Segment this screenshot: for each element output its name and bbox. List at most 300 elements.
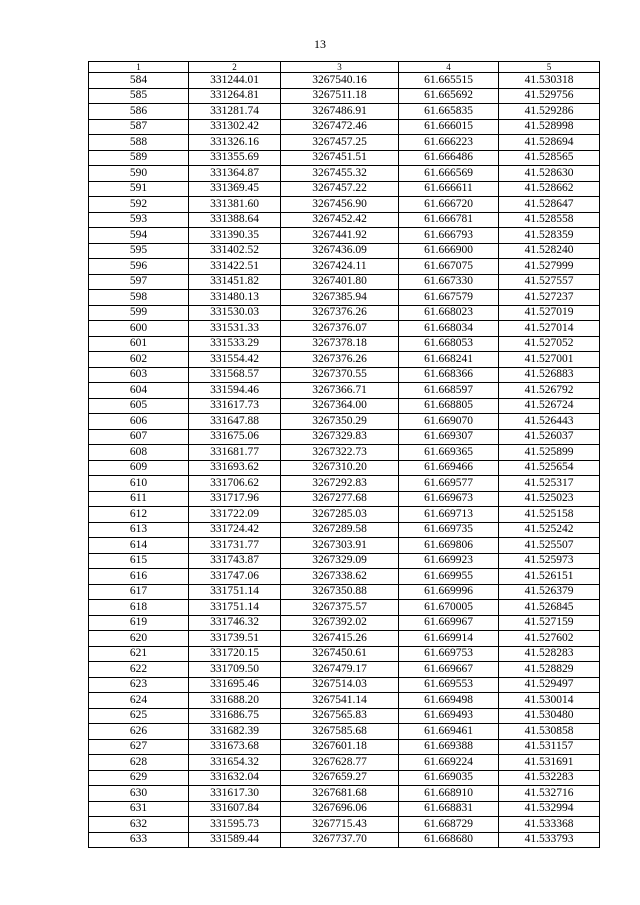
coordinates-table bbox=[88, 61, 600, 848]
table-cell: 331595.73 bbox=[189, 817, 281, 833]
table-cell: 41.531691 bbox=[499, 755, 600, 771]
table-cell: 61.669806 bbox=[399, 538, 499, 554]
table-row bbox=[89, 119, 600, 135]
table-cell: 331688.20 bbox=[189, 693, 281, 709]
table-row bbox=[89, 817, 600, 833]
table-cell: 61.665692 bbox=[399, 88, 499, 104]
table-cell: 61.668831 bbox=[399, 801, 499, 817]
table-cell: 331724.42 bbox=[189, 522, 281, 538]
table-cell: 588 bbox=[89, 135, 189, 151]
table-cell: 61.669498 bbox=[399, 693, 499, 709]
table-cell: 41.525973 bbox=[499, 553, 600, 569]
table-cell: 61.666720 bbox=[399, 197, 499, 213]
table-cell: 614 bbox=[89, 538, 189, 554]
table-cell: 331720.15 bbox=[189, 646, 281, 662]
table-cell: 61.666793 bbox=[399, 228, 499, 244]
table-cell: 3267436.09 bbox=[281, 243, 399, 259]
table-cell: 61.668910 bbox=[399, 786, 499, 802]
table-cell: 587 bbox=[89, 119, 189, 135]
table-cell: 3267310.20 bbox=[281, 460, 399, 476]
table-row bbox=[89, 104, 600, 120]
table-cell: 61.669461 bbox=[399, 724, 499, 740]
table-row bbox=[89, 507, 600, 523]
table-cell: 331617.73 bbox=[189, 398, 281, 414]
table-cell: 41.525242 bbox=[499, 522, 600, 538]
table-row bbox=[89, 724, 600, 740]
table-cell: 3267375.57 bbox=[281, 600, 399, 616]
table-row bbox=[89, 305, 600, 321]
table-cell: 3267329.83 bbox=[281, 429, 399, 445]
table-cell: 3267376.26 bbox=[281, 352, 399, 368]
table-cell: 331647.88 bbox=[189, 414, 281, 430]
table-cell: 41.528240 bbox=[499, 243, 600, 259]
table-cell: 41.526883 bbox=[499, 367, 600, 383]
table-cell: 626 bbox=[89, 724, 189, 740]
table-cell: 331364.87 bbox=[189, 166, 281, 182]
table-cell: 331654.32 bbox=[189, 755, 281, 771]
table-cell: 61.668729 bbox=[399, 817, 499, 833]
table-cell: 41.532716 bbox=[499, 786, 600, 802]
table-cell: 331390.35 bbox=[189, 228, 281, 244]
table-cell: 3267385.94 bbox=[281, 290, 399, 306]
table-cell: 331369.45 bbox=[189, 181, 281, 197]
table-cell: 331695.46 bbox=[189, 677, 281, 693]
table-cell: 331682.39 bbox=[189, 724, 281, 740]
table-cell: 41.527001 bbox=[499, 352, 600, 368]
table-cell: 615 bbox=[89, 553, 189, 569]
table-cell: 331673.68 bbox=[189, 739, 281, 755]
table-cell: 633 bbox=[89, 832, 189, 848]
table-cell: 3267659.27 bbox=[281, 770, 399, 786]
table-cell: 61.670005 bbox=[399, 600, 499, 616]
table-cell: 41.526379 bbox=[499, 584, 600, 600]
table-row bbox=[89, 73, 600, 89]
table-cell: 41.527014 bbox=[499, 321, 600, 337]
table-cell: 41.530014 bbox=[499, 693, 600, 709]
table-cell: 331693.62 bbox=[189, 460, 281, 476]
table-cell: 613 bbox=[89, 522, 189, 538]
page-number: 13 bbox=[314, 37, 326, 51]
table-row bbox=[89, 181, 600, 197]
column-header: 5 bbox=[499, 62, 600, 73]
table-cell: 628 bbox=[89, 755, 189, 771]
table-cell: 41.526792 bbox=[499, 383, 600, 399]
table-cell: 41.527237 bbox=[499, 290, 600, 306]
table-cell: 331617.30 bbox=[189, 786, 281, 802]
table-cell: 3267450.61 bbox=[281, 646, 399, 662]
table-cell: 61.666223 bbox=[399, 135, 499, 151]
table-row bbox=[89, 150, 600, 166]
table-cell: 61.667330 bbox=[399, 274, 499, 290]
table-cell: 603 bbox=[89, 367, 189, 383]
table-row bbox=[89, 631, 600, 647]
table-row bbox=[89, 770, 600, 786]
table-row bbox=[89, 708, 600, 724]
table-row bbox=[89, 662, 600, 678]
table-cell: 61.668805 bbox=[399, 398, 499, 414]
table-cell: 41.529756 bbox=[499, 88, 600, 104]
table-cell: 331594.46 bbox=[189, 383, 281, 399]
table-cell: 61.668597 bbox=[399, 383, 499, 399]
table-cell: 595 bbox=[89, 243, 189, 259]
table-cell: 584 bbox=[89, 73, 189, 89]
table-cell: 61.666611 bbox=[399, 181, 499, 197]
table-cell: 41.527019 bbox=[499, 305, 600, 321]
table-cell: 3267452.42 bbox=[281, 212, 399, 228]
table-row bbox=[89, 336, 600, 352]
table-cell: 61.669553 bbox=[399, 677, 499, 693]
table-cell: 61.668053 bbox=[399, 336, 499, 352]
table-cell: 331706.62 bbox=[189, 476, 281, 492]
table-cell: 602 bbox=[89, 352, 189, 368]
table-row bbox=[89, 321, 600, 337]
table-row bbox=[89, 398, 600, 414]
table-row bbox=[89, 212, 600, 228]
table-cell: 331751.14 bbox=[189, 584, 281, 600]
table-cell: 331355.69 bbox=[189, 150, 281, 166]
table-cell: 331589.44 bbox=[189, 832, 281, 848]
table-cell: 61.665515 bbox=[399, 73, 499, 89]
table-cell: 41.528359 bbox=[499, 228, 600, 244]
table-cell: 41.526037 bbox=[499, 429, 600, 445]
table-cell: 3267455.32 bbox=[281, 166, 399, 182]
table-cell: 612 bbox=[89, 507, 189, 523]
table-cell: 61.666015 bbox=[399, 119, 499, 135]
table-cell: 3267540.16 bbox=[281, 73, 399, 89]
table-row bbox=[89, 352, 600, 368]
table-cell: 3267424.11 bbox=[281, 259, 399, 275]
table-cell: 621 bbox=[89, 646, 189, 662]
table-cell: 61.669914 bbox=[399, 631, 499, 647]
table-cell: 331686.75 bbox=[189, 708, 281, 724]
table-cell: 3267451.51 bbox=[281, 150, 399, 166]
table-row bbox=[89, 460, 600, 476]
table-cell: 61.666900 bbox=[399, 243, 499, 259]
table-cell: 3267376.26 bbox=[281, 305, 399, 321]
table-cell: 41.525023 bbox=[499, 491, 600, 507]
table-cell: 331422.51 bbox=[189, 259, 281, 275]
table-cell: 61.669035 bbox=[399, 770, 499, 786]
table-cell: 41.528647 bbox=[499, 197, 600, 213]
table-cell: 331632.04 bbox=[189, 770, 281, 786]
table-cell: 41.532994 bbox=[499, 801, 600, 817]
table-cell: 41.530318 bbox=[499, 73, 600, 89]
table-cell: 3267350.88 bbox=[281, 584, 399, 600]
table-cell: 61.669224 bbox=[399, 755, 499, 771]
table-cell: 3267392.02 bbox=[281, 615, 399, 631]
table-cell: 616 bbox=[89, 569, 189, 585]
table-cell: 629 bbox=[89, 770, 189, 786]
table-cell: 600 bbox=[89, 321, 189, 337]
table-cell: 41.527557 bbox=[499, 274, 600, 290]
table-cell: 331402.52 bbox=[189, 243, 281, 259]
table-row bbox=[89, 274, 600, 290]
table-cell: 41.529286 bbox=[499, 104, 600, 120]
table-cell: 61.668366 bbox=[399, 367, 499, 383]
table-cell: 331722.09 bbox=[189, 507, 281, 523]
table-cell: 331731.77 bbox=[189, 538, 281, 554]
table-header-row bbox=[89, 62, 600, 73]
table-cell: 41.528283 bbox=[499, 646, 600, 662]
table-cell: 61.667075 bbox=[399, 259, 499, 275]
table-row bbox=[89, 832, 600, 848]
table-cell: 3267479.17 bbox=[281, 662, 399, 678]
table-row bbox=[89, 476, 600, 492]
table-cell: 607 bbox=[89, 429, 189, 445]
column-header: 3 bbox=[281, 62, 399, 73]
table-cell: 61.669735 bbox=[399, 522, 499, 538]
table-cell: 41.533793 bbox=[499, 832, 600, 848]
table-cell: 598 bbox=[89, 290, 189, 306]
table-cell: 41.528998 bbox=[499, 119, 600, 135]
table-cell: 624 bbox=[89, 693, 189, 709]
table-cell: 3267457.22 bbox=[281, 181, 399, 197]
table-cell: 3267366.71 bbox=[281, 383, 399, 399]
table-row bbox=[89, 228, 600, 244]
table-cell: 41.531157 bbox=[499, 739, 600, 755]
table-cell: 41.533368 bbox=[499, 817, 600, 833]
table-cell: 3267292.83 bbox=[281, 476, 399, 492]
table-cell: 605 bbox=[89, 398, 189, 414]
column-header: 1 bbox=[89, 62, 189, 73]
table-cell: 41.526724 bbox=[499, 398, 600, 414]
table-cell: 331681.77 bbox=[189, 445, 281, 461]
table-row bbox=[89, 553, 600, 569]
table-row bbox=[89, 584, 600, 600]
table-cell: 3267715.43 bbox=[281, 817, 399, 833]
table-cell: 622 bbox=[89, 662, 189, 678]
table-row bbox=[89, 646, 600, 662]
table-cell: 41.527159 bbox=[499, 615, 600, 631]
table-cell: 3267456.90 bbox=[281, 197, 399, 213]
table-row bbox=[89, 259, 600, 275]
table-cell: 61.669070 bbox=[399, 414, 499, 430]
table-row bbox=[89, 290, 600, 306]
table-row bbox=[89, 600, 600, 616]
table-cell: 618 bbox=[89, 600, 189, 616]
table-cell: 61.666569 bbox=[399, 166, 499, 182]
table-cell: 61.669667 bbox=[399, 662, 499, 678]
table-cell: 61.668034 bbox=[399, 321, 499, 337]
table-row bbox=[89, 88, 600, 104]
table-cell: 61.668680 bbox=[399, 832, 499, 848]
table-cell: 592 bbox=[89, 197, 189, 213]
table-cell: 61.669388 bbox=[399, 739, 499, 755]
table-cell: 3267514.03 bbox=[281, 677, 399, 693]
table-cell: 331751.14 bbox=[189, 600, 281, 616]
table-cell: 591 bbox=[89, 181, 189, 197]
table-cell: 331244.01 bbox=[189, 73, 281, 89]
table-cell: 331281.74 bbox=[189, 104, 281, 120]
table-cell: 61.665835 bbox=[399, 104, 499, 120]
table-cell: 3267289.58 bbox=[281, 522, 399, 538]
table-cell: 41.526443 bbox=[499, 414, 600, 430]
table-cell: 61.669996 bbox=[399, 584, 499, 600]
table-cell: 617 bbox=[89, 584, 189, 600]
table-cell: 331709.50 bbox=[189, 662, 281, 678]
table-cell: 596 bbox=[89, 259, 189, 275]
table-row bbox=[89, 445, 600, 461]
table-row bbox=[89, 197, 600, 213]
table-cell: 331607.84 bbox=[189, 801, 281, 817]
table-body bbox=[89, 73, 600, 848]
table-cell: 331739.51 bbox=[189, 631, 281, 647]
table-cell: 41.530480 bbox=[499, 708, 600, 724]
table-cell: 610 bbox=[89, 476, 189, 492]
table-cell: 3267376.07 bbox=[281, 321, 399, 337]
table-cell: 61.669673 bbox=[399, 491, 499, 507]
table-cell: 3267472.46 bbox=[281, 119, 399, 135]
table-cell: 61.667579 bbox=[399, 290, 499, 306]
table-cell: 41.526151 bbox=[499, 569, 600, 585]
column-header: 4 bbox=[399, 62, 499, 73]
table-cell: 61.669493 bbox=[399, 708, 499, 724]
table-cell: 41.528630 bbox=[499, 166, 600, 182]
table-cell: 41.526845 bbox=[499, 600, 600, 616]
table-cell: 3267350.29 bbox=[281, 414, 399, 430]
table-cell: 623 bbox=[89, 677, 189, 693]
table-row bbox=[89, 801, 600, 817]
table-cell: 61.669365 bbox=[399, 445, 499, 461]
table-cell: 3267441.92 bbox=[281, 228, 399, 244]
table-cell: 331568.57 bbox=[189, 367, 281, 383]
table-cell: 61.668241 bbox=[399, 352, 499, 368]
table-cell: 3267511.18 bbox=[281, 88, 399, 104]
table-cell: 589 bbox=[89, 150, 189, 166]
table-cell: 61.669923 bbox=[399, 553, 499, 569]
table-row bbox=[89, 786, 600, 802]
table-cell: 585 bbox=[89, 88, 189, 104]
table-cell: 331326.16 bbox=[189, 135, 281, 151]
table-cell: 331302.42 bbox=[189, 119, 281, 135]
column-header: 2 bbox=[189, 62, 281, 73]
table-cell: 41.525654 bbox=[499, 460, 600, 476]
table-cell: 331747.06 bbox=[189, 569, 281, 585]
table-cell: 61.669753 bbox=[399, 646, 499, 662]
table-cell: 3267378.18 bbox=[281, 336, 399, 352]
table-cell: 601 bbox=[89, 336, 189, 352]
table-cell: 586 bbox=[89, 104, 189, 120]
table-cell: 61.666781 bbox=[399, 212, 499, 228]
table-cell: 61.669307 bbox=[399, 429, 499, 445]
table-cell: 41.525317 bbox=[499, 476, 600, 492]
table-cell: 609 bbox=[89, 460, 189, 476]
table-cell: 594 bbox=[89, 228, 189, 244]
table-row bbox=[89, 414, 600, 430]
table-cell: 41.532283 bbox=[499, 770, 600, 786]
table-cell: 61.666486 bbox=[399, 150, 499, 166]
table-cell: 619 bbox=[89, 615, 189, 631]
table-cell: 590 bbox=[89, 166, 189, 182]
table-cell: 41.527052 bbox=[499, 336, 600, 352]
table-cell: 331264.81 bbox=[189, 88, 281, 104]
table-row bbox=[89, 166, 600, 182]
table-row bbox=[89, 383, 600, 399]
table-cell: 597 bbox=[89, 274, 189, 290]
table-cell: 61.669713 bbox=[399, 507, 499, 523]
table-cell: 331554.42 bbox=[189, 352, 281, 368]
table-cell: 41.527999 bbox=[499, 259, 600, 275]
table-cell: 331388.64 bbox=[189, 212, 281, 228]
table-cell: 331533.29 bbox=[189, 336, 281, 352]
table-cell: 41.528829 bbox=[499, 662, 600, 678]
table-cell: 41.528558 bbox=[499, 212, 600, 228]
table-row bbox=[89, 538, 600, 554]
table-cell: 61.668023 bbox=[399, 305, 499, 321]
table-cell: 61.669466 bbox=[399, 460, 499, 476]
table-cell: 611 bbox=[89, 491, 189, 507]
table-cell: 631 bbox=[89, 801, 189, 817]
table-cell: 331451.82 bbox=[189, 274, 281, 290]
table-cell: 331746.32 bbox=[189, 615, 281, 631]
table-cell: 625 bbox=[89, 708, 189, 724]
table-cell: 3267601.18 bbox=[281, 739, 399, 755]
table-row bbox=[89, 243, 600, 259]
table-cell: 3267401.80 bbox=[281, 274, 399, 290]
table-row bbox=[89, 755, 600, 771]
table-row bbox=[89, 522, 600, 538]
table-row bbox=[89, 693, 600, 709]
table-cell: 606 bbox=[89, 414, 189, 430]
table-cell: 3267277.68 bbox=[281, 491, 399, 507]
table-cell: 3267628.77 bbox=[281, 755, 399, 771]
table-cell: 3267364.00 bbox=[281, 398, 399, 414]
table-cell: 41.528565 bbox=[499, 150, 600, 166]
table-cell: 331743.87 bbox=[189, 553, 281, 569]
table-cell: 3267681.68 bbox=[281, 786, 399, 802]
table-cell: 3267565.83 bbox=[281, 708, 399, 724]
table-cell: 331381.60 bbox=[189, 197, 281, 213]
table-cell: 3267322.73 bbox=[281, 445, 399, 461]
table-cell: 3267541.14 bbox=[281, 693, 399, 709]
table-cell: 331717.96 bbox=[189, 491, 281, 507]
table-cell: 331530.03 bbox=[189, 305, 281, 321]
table-cell: 3267486.91 bbox=[281, 104, 399, 120]
table-row bbox=[89, 135, 600, 151]
table-cell: 3267329.09 bbox=[281, 553, 399, 569]
table-row bbox=[89, 491, 600, 507]
table-cell: 3267285.03 bbox=[281, 507, 399, 523]
table-cell: 41.525158 bbox=[499, 507, 600, 523]
table-cell: 620 bbox=[89, 631, 189, 647]
table-row bbox=[89, 429, 600, 445]
table-cell: 41.525899 bbox=[499, 445, 600, 461]
table-cell: 593 bbox=[89, 212, 189, 228]
table-row bbox=[89, 615, 600, 631]
table-cell: 41.529497 bbox=[499, 677, 600, 693]
table-row bbox=[89, 739, 600, 755]
table-cell: 41.528694 bbox=[499, 135, 600, 151]
table-cell: 61.669577 bbox=[399, 476, 499, 492]
table-cell: 331531.33 bbox=[189, 321, 281, 337]
table-cell: 3267696.06 bbox=[281, 801, 399, 817]
table-cell: 41.525507 bbox=[499, 538, 600, 554]
table-cell: 3267415.26 bbox=[281, 631, 399, 647]
table-row bbox=[89, 367, 600, 383]
table-cell: 61.669955 bbox=[399, 569, 499, 585]
table-cell: 61.669967 bbox=[399, 615, 499, 631]
table-cell: 632 bbox=[89, 817, 189, 833]
table-cell: 604 bbox=[89, 383, 189, 399]
table-cell: 608 bbox=[89, 445, 189, 461]
table-cell: 331480.13 bbox=[189, 290, 281, 306]
table-row bbox=[89, 677, 600, 693]
table-cell: 331675.06 bbox=[189, 429, 281, 445]
table-cell: 3267737.70 bbox=[281, 832, 399, 848]
table-cell: 630 bbox=[89, 786, 189, 802]
table-cell: 599 bbox=[89, 305, 189, 321]
table-cell: 41.528662 bbox=[499, 181, 600, 197]
